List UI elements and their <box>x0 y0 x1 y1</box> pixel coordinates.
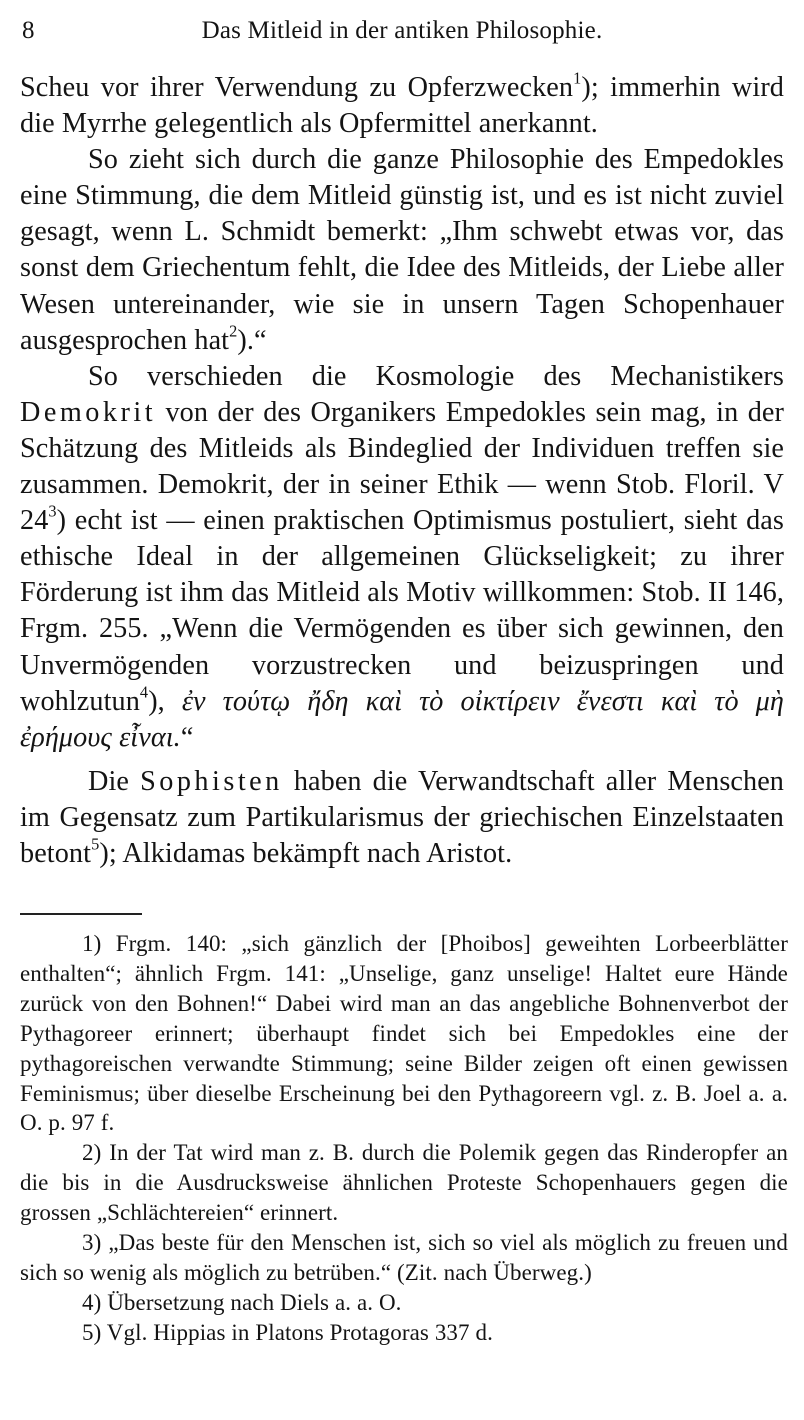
footnote-1: 1) Frgm. 140: „sich gänzlich der [Phoibos] geweihten Lorbeerblätter enthalten“; ähnlich Frgm. 141: „Unselige, ganz unselige! Haltet eure Hände zurück von den Bohnen!“ Dabei wird man an das angebliche Bohnenverbot der Pythagoreer erinnert; überhaupt findet sich bei Empedokles eine der pythagoreischen verwandte Stimmung; seine Bilder zeigen oft einen gewissen Feminismus; über dieselbe Erscheinung bei den Pythagoreern vgl. z. B. Joel a. a. O. p. 97 f. <box>20 931 788 1136</box>
footnotes <box>20 929 788 1348</box>
paragraph-3-text-a: So verschieden die Kosmologie des Mechanistikers <box>88 360 784 392</box>
paragraph-4 <box>20 764 784 872</box>
paragraph-4-text-a: Die <box>88 765 141 797</box>
name-demokrit: Demokrit <box>20 396 157 428</box>
page-number: 8 <box>22 17 35 44</box>
footnote-ref-1: 1 <box>573 68 582 88</box>
footnote-2: 2) In der Tat wird man z. B. durch die Polemik gegen das Rinderopfer an die bis in die Ausdrucksweise ähnlichen Proteste Schopenhauers gegen die grossen „Schlächtereien“ erinnert. <box>20 1140 788 1226</box>
footnote-3: 3) „Das beste für den Menschen ist, sich so viel als möglich zu freuen und sich so wenig als möglich zu betrüben.“ (Zit. nach Überweg.) <box>20 1230 788 1285</box>
paragraph-2-text: So zieht sich durch die ganze Philosophie des Empedokles eine Stimmung, die dem Mitleid günstig ist, und es ist nicht zuviel gesagt, wenn L. Schmidt bemerkt: „Ihm schwebt etwas vor, das sonst dem Griechentum fehlt, die Idee des Mitleids, der Liebe aller Wesen untereinander, wie sie in unsern Tagen Schopenhauer ausgesprochen hat <box>20 144 784 356</box>
paragraph-3-end: “ <box>180 721 194 753</box>
footnote-5: 5) Vgl. Hippias in Platons Protagoras 337 d. <box>82 1319 493 1345</box>
footnote-ref-5: 5 <box>91 834 100 854</box>
footnote-ref-4: 4 <box>139 682 149 702</box>
paragraph-4-text-c: ); Alkidamas bekämpft nach Aristot. <box>99 837 513 869</box>
name-sophisten: Sophisten <box>140 765 283 797</box>
paragraph-2 <box>20 142 784 359</box>
paragraph-1 <box>20 70 784 142</box>
paragraph-3-text-b: von der des Organikers Empedokles sein mag, in der Schätzung des Mitleids als Bindeglied der Individuen treffen sie zusammen. Demokrit, der in seiner Ethik — wenn Stob. Floril. V 24 <box>20 396 784 537</box>
paragraph-1-tail: ); immerhin wird die Myrrhe gelegentlich als Opfermittel anerkannt. <box>20 72 784 140</box>
paragraph-3 <box>20 359 784 756</box>
paragraph-3-text-c: ) echt ist — einen praktischen Optimismus postuliert, sieht das ethische Ideal in der allgemeinen Glückseligkeit; zu ihrer Förderung ist ihm das Mitleid als Motiv willkommen: Stob. II 146, Frgm. 255. „Wenn die Vermögenden es über sich gewinnen, den Unvermögenden vorzustrecken und beizuspringen und wohlzutun <box>20 505 784 717</box>
footnote-ref-2: 2 <box>229 321 238 341</box>
footnote-separator <box>20 913 142 915</box>
paragraph-4-text-b: haben die Verwandtschaft aller Menschen im Gegensatz zum Partikularismus der griechischen Einzelstaaten betont <box>20 765 784 869</box>
running-title: Das Mitleid in der antiken Philosophie. <box>201 17 603 44</box>
main-text <box>20 70 784 872</box>
paragraph-2-tail: ).“ <box>237 324 267 356</box>
paragraph-1-text: Scheu vor ihrer Verwendung zu Opferzwecken <box>20 72 574 103</box>
page-header <box>22 10 782 52</box>
paragraph-3-text-d: ), <box>148 685 182 717</box>
footnote-4: 4) Übersetzung nach Diels a. a. O. <box>82 1289 402 1315</box>
footnote-ref-3: 3 <box>48 501 57 521</box>
greek-quotation: ἐν τούτῳ ἤδη καὶ τὸ οἰκτίρειν ἔνεστι καὶ τὸ μὴ ἐρήμους εἶναι. <box>20 685 785 753</box>
